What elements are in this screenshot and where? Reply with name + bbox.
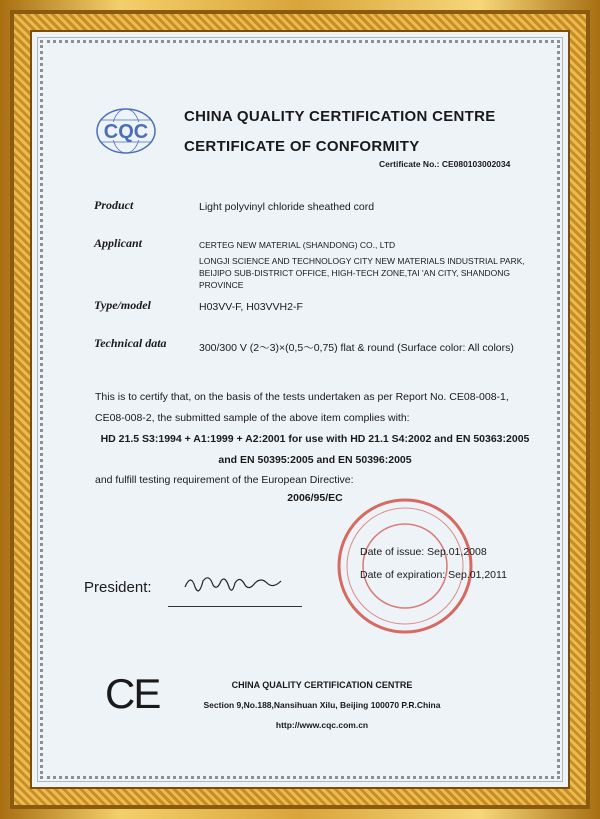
date-of-issue: Date of issue: Sep.01,2008 [360,546,487,558]
footer-org: CHINA QUALITY CERTIFICATION CENTRE [231,680,413,690]
applicant-label: Applicant [94,236,143,250]
certificate-title: CERTIFICATE OF CONFORMITY [184,138,420,155]
ce-mark-icon: CE [105,670,160,717]
signature-line [168,606,302,607]
directive-intro: and fulfill testing requirement of the European Directive: [95,474,354,486]
certify-statement: This is to certify that, on the basis of the tests undertaken as per Report No. CE08-008-1, CE08-008-2, the submitted sample of the above item complies with: [95,391,509,424]
standards: HD 21.5 S3:1994 + A1:1999 + A2:2001 for use with HD 21.1 S4:2002 and EN 50363:2005 and EN 50395:2005 and EN 50396:2005 [100,433,530,466]
type-model-label: Type/model [94,298,151,312]
date-of-expiration: Date of expiration: Sep.01,2011 [360,569,507,581]
fields [94,198,539,358]
applicant-name: CERTEG NEW MATERIAL (SHANDONG) CO., LTD [199,240,396,250]
applicant-address: LONGJI SCIENCE AND TECHNOLOGY CITY NEW MATERIALS INDUSTRIAL PARK, BEIJIPO SUB-DISTRICT OFFICE, HIGH-TECH ZONE,TAI 'AN CITY, SHANDONG PROVINCE [199,256,525,290]
directive: 2006/95/EC [287,492,343,504]
product-value: Light polyvinyl chloride sheathed cord [199,201,375,213]
certificate-number: Certificate No.: CE080103002034 [379,159,511,169]
type-model-value: H03VV-F, H03VVH2-F [199,301,303,313]
org-title: CHINA QUALITY CERTIFICATION CENTRE [184,108,496,125]
statement [95,387,535,507]
president-label: President: [84,579,152,596]
technical-data-value: 300/300 V (2～3)×(0,5～0,75) flat & round (Surface color: All colors) [199,342,514,354]
field-technical-data [94,336,539,358]
seal-stamp-icon [335,496,475,636]
field-applicant [94,236,539,298]
signature-icon [180,567,290,597]
field-product [94,198,539,236]
cqc-logo-icon [95,106,157,156]
product-label: Product [94,198,134,212]
technical-data-label: Technical data [94,336,167,350]
field-type-model [94,298,539,336]
certificate [30,30,570,789]
svg-text:CQC: CQC [103,121,149,143]
footer-address: Section 9,No.188,Nansihuan Xilu, Beijing 100070 P.R.China [203,700,441,710]
footer-url[interactable]: http://www.cqc.com.cn [275,720,369,730]
